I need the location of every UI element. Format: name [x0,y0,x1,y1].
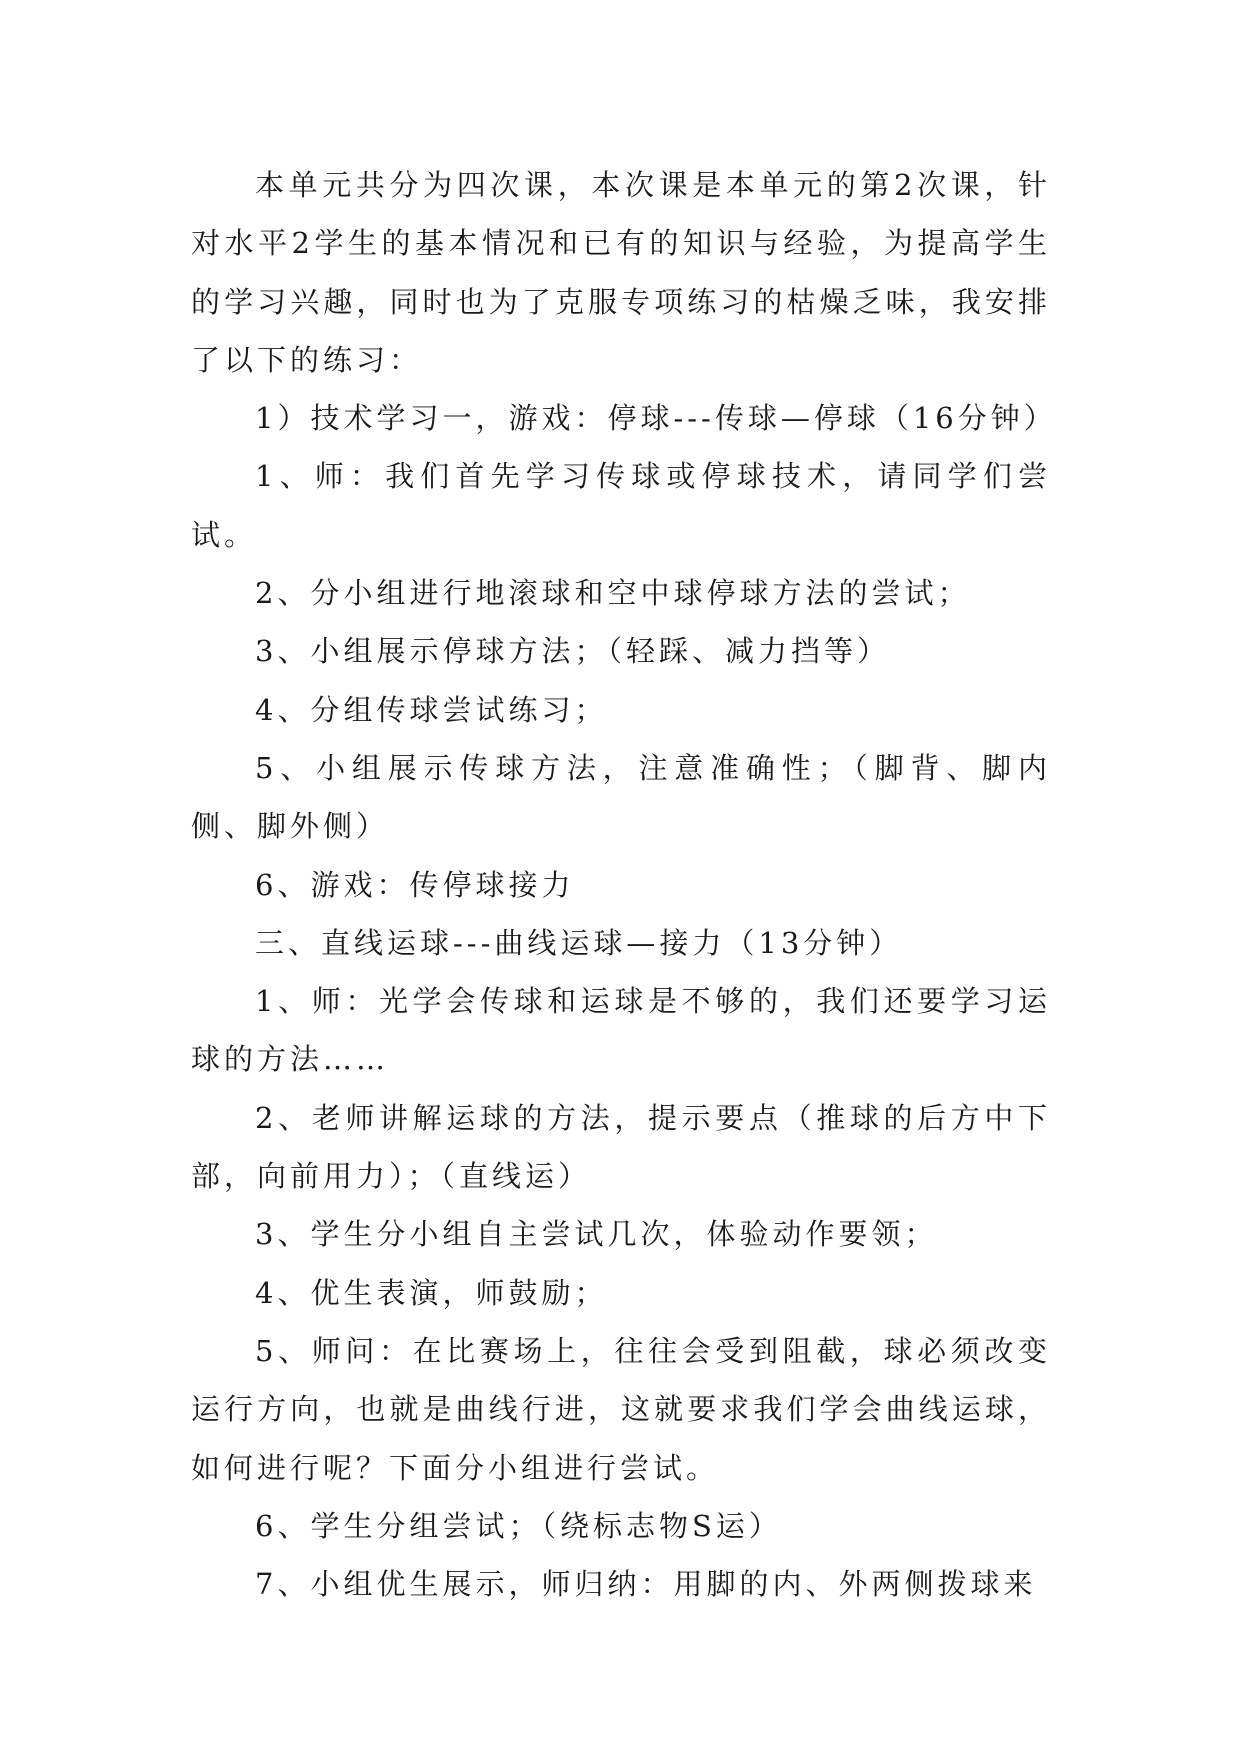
paragraph-step: 2、老师讲解运球的方法，提示要点（推球的后方中下部，向前用力）；（直线运） [191,1100,1051,1194]
paragraph-step: 3、小组展示停球方法；（轻踩、减力挡等） [255,634,890,669]
paragraph-step: 5、小组展示传球方法，注意准确性；（脚背、脚内侧、脚外侧） [191,750,1051,844]
document-body [191,156,1057,1613]
paragraph-step: 7、小组优生展示，师归纳：用脚的内、外两侧拨球来 [255,1567,1037,1602]
paragraph-step: 2、分小组进行地滚球和空中球停球方法的尝试； [255,576,971,611]
paragraph-step: 4、分组传球尝试练习； [255,692,608,727]
paragraph-step: 1、师：我们首先学习传球或停球技术，请同学们尝试。 [191,459,1051,552]
paragraph-step: 4、优生表演，师鼓励； [255,1275,608,1310]
paragraph-step: 6、游戏：传停球接力 [255,867,575,902]
paragraph-step: 3、学生分小组自主尝试几次，体验动作要领； [255,1217,938,1252]
paragraph-section-3-heading: 三、直线运球---曲线运球—接力（13分钟） [255,925,903,960]
paragraph-intro: 本单元共分为四次课，本次课是本单元的第2次课，针对水平2学生的基本情况和已有的知识与经验，为提高学生的学习兴趣，同时也为了克服专项练习的枯燥乏味，我安排了以下的练习： [191,168,1051,377]
paragraph-section-1-heading: 1）技术学习一，游戏：停球---传球—停球（16分钟） [255,401,1057,436]
paragraph-step: 6、学生分组尝试；（绕标志物S运） [255,1508,782,1543]
paragraph-step: 5、师问：在比赛场上，往往会受到阻截，球必须改变运行方向，也就是曲线行进，这就要求我们学会曲线运球，如何进行呢？下面分小组进行尝试。 [191,1333,1051,1485]
paragraph-step: 1、师：光学会传球和运球是不够的，我们还要学习运球的方法…… [191,984,1051,1077]
